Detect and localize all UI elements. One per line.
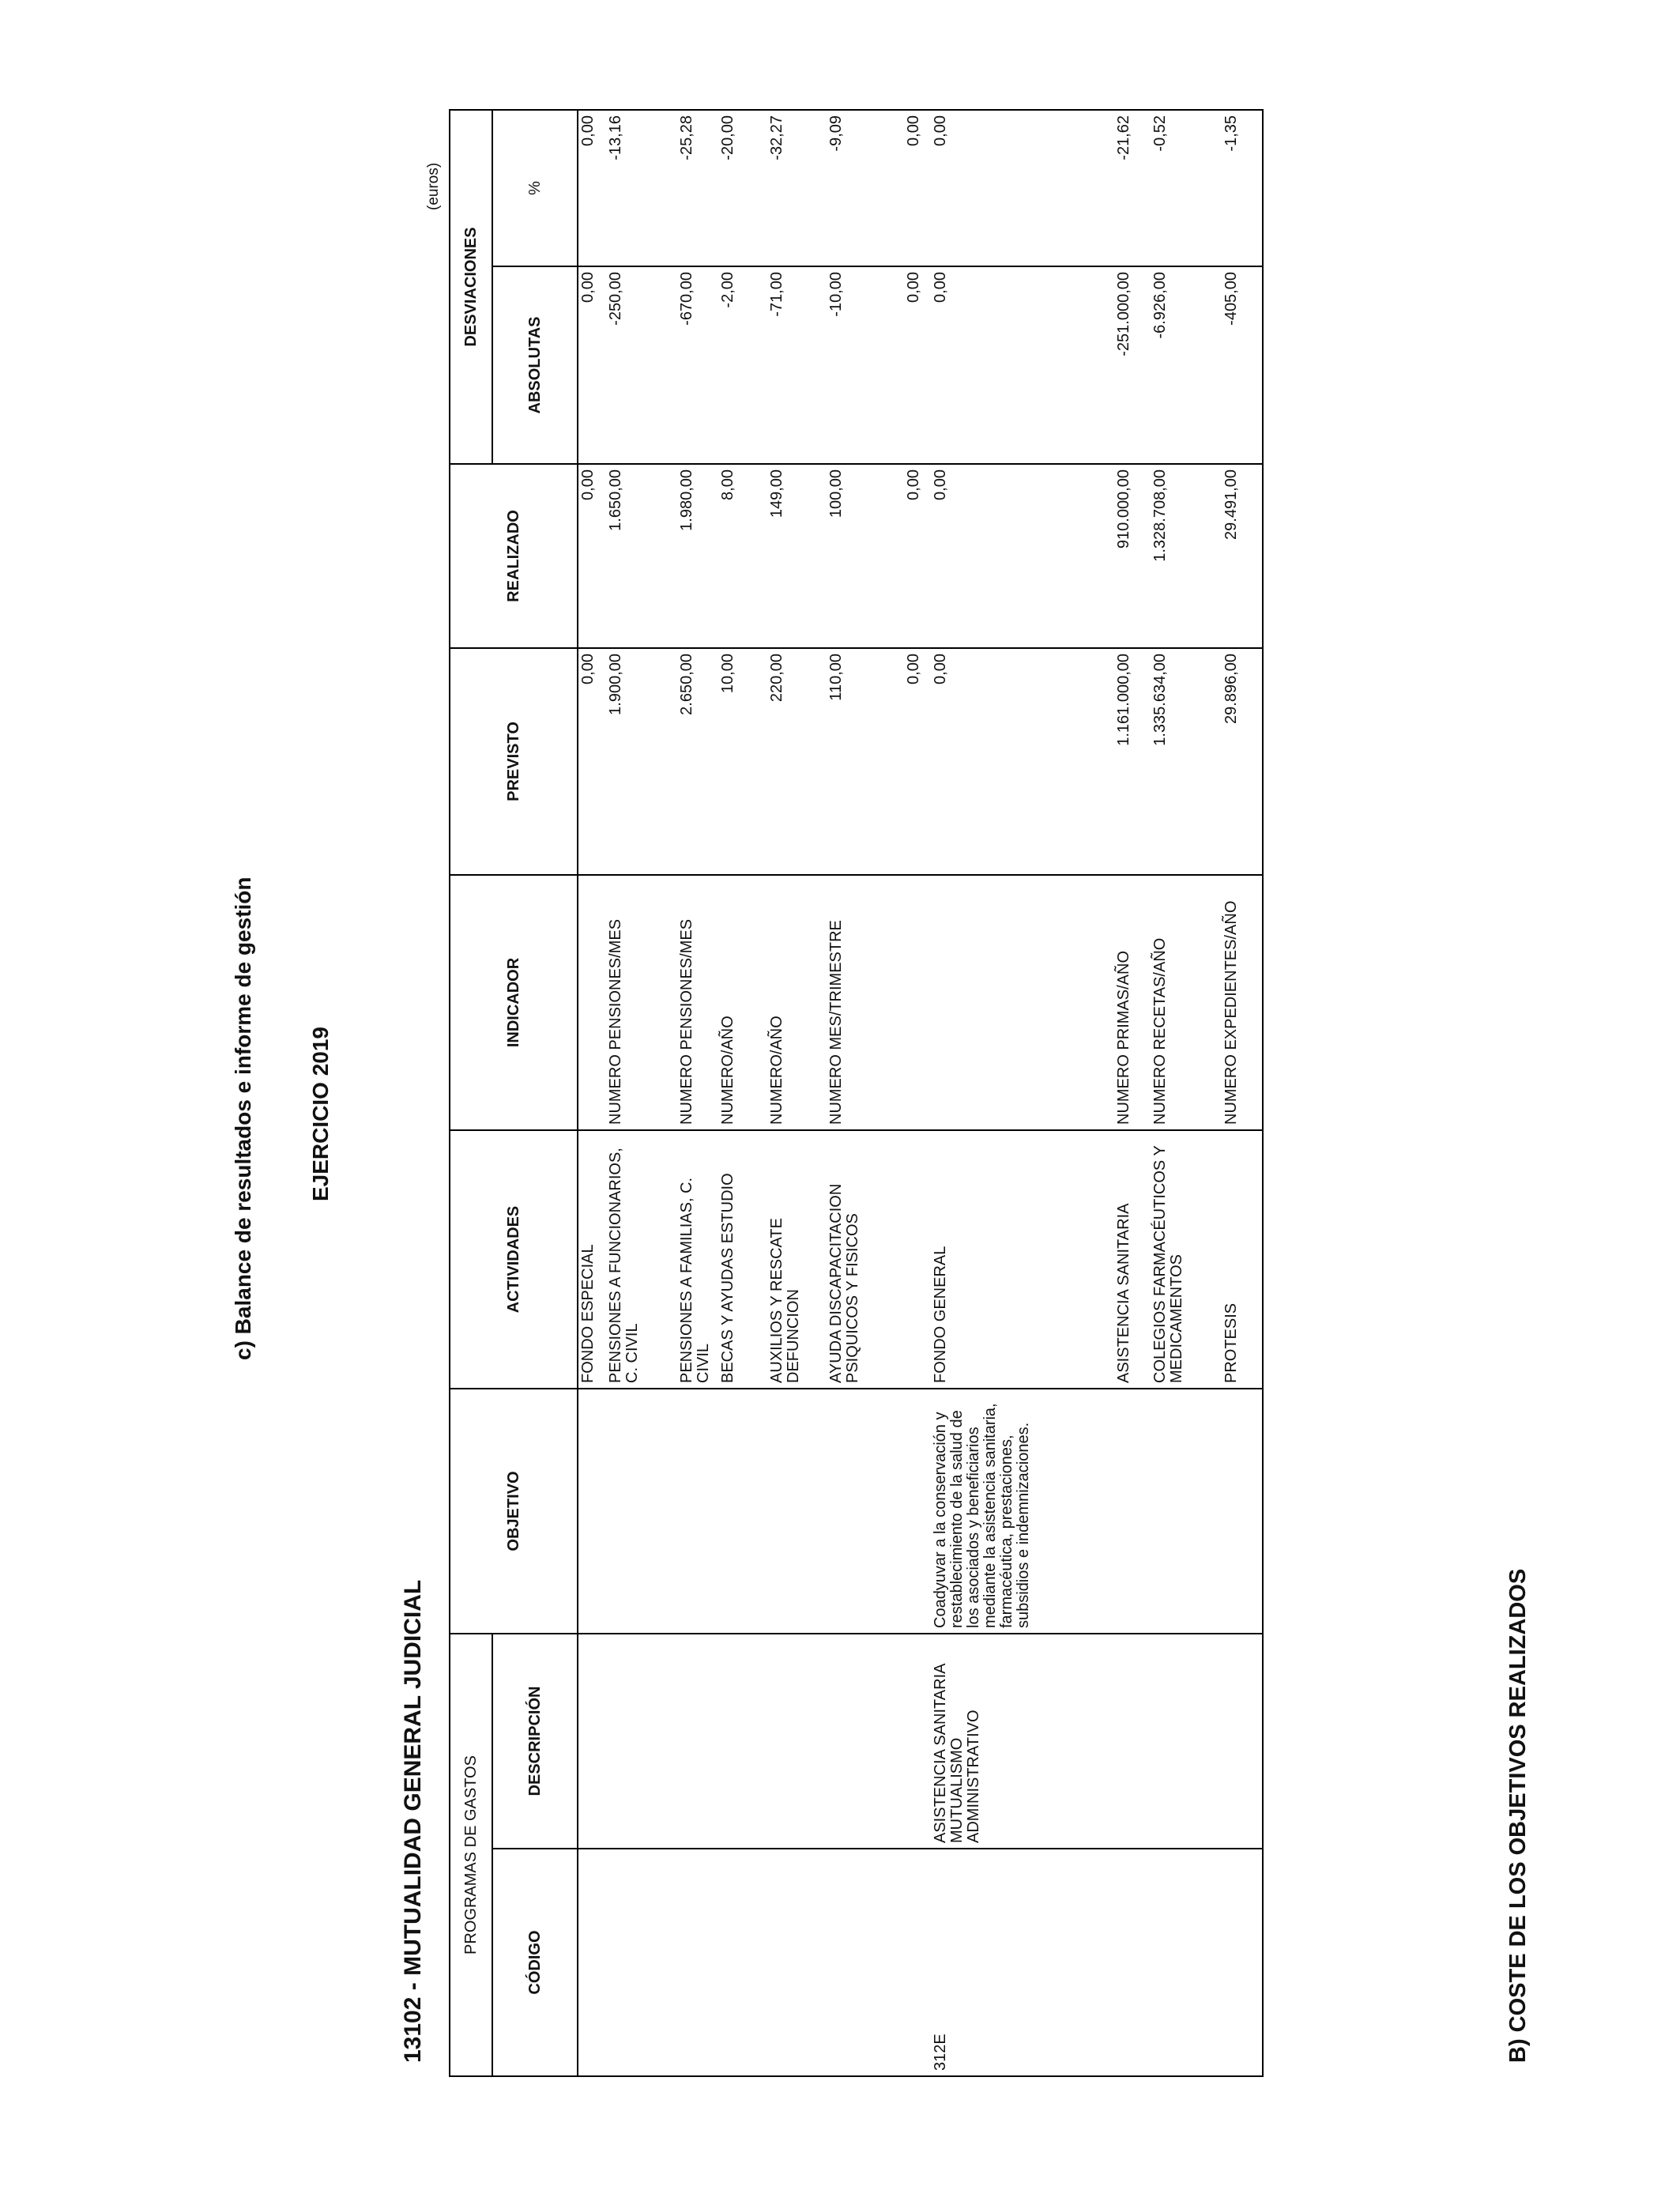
cell-previsto: 110,00 — [827, 648, 904, 875]
cell-actividad: AUXILIOS Y RESCATE DEFUNCION — [767, 1130, 827, 1389]
col-descripcion: DESCRIPCIÓN — [492, 1634, 578, 1849]
cell-indicador: NUMERO MES/TRIMESTRE — [827, 875, 904, 1130]
cell-indicador: NUMERO EXPEDIENTES/AÑO — [1222, 875, 1263, 1130]
cell-previsto: 0,00 — [578, 648, 606, 875]
cell-descripcion — [827, 1634, 904, 1849]
table-row — [1222, 110, 1263, 2076]
cell-porcentaje: 0,00 — [578, 110, 606, 266]
cell-porcentaje: -13,16 — [606, 110, 677, 266]
cell-absolutas: 0,00 — [904, 266, 931, 464]
cell-objetivo — [606, 1389, 677, 1634]
cell-codigo — [677, 1849, 718, 2076]
cell-descripcion — [718, 1634, 767, 1849]
cell-realizado: 1.980,00 — [677, 464, 718, 648]
cell-actividad: ASISTENCIA SANITARIA — [1114, 1130, 1151, 1389]
unit-label: (euros) — [425, 162, 442, 210]
cell-descripcion — [767, 1634, 827, 1849]
cell-realizado: 1.328.708,00 — [1151, 464, 1222, 648]
cell-previsto: 0,00 — [931, 648, 1114, 875]
cell-previsto: 220,00 — [767, 648, 827, 875]
cell-porcentaje: -1,35 — [1222, 110, 1263, 266]
cell-objetivo — [767, 1389, 827, 1634]
cell-porcentaje: -25,28 — [677, 110, 718, 266]
cell-absolutas: -251.000,00 — [1114, 266, 1151, 464]
cell-porcentaje: 0,00 — [904, 110, 931, 266]
cell-porcentaje: -21,62 — [1114, 110, 1151, 266]
cell-absolutas: 0,00 — [931, 266, 1114, 464]
cell-realizado: 0,00 — [904, 464, 931, 648]
col-previsto: PREVISTO — [450, 648, 578, 875]
cell-absolutas: 0,00 — [578, 266, 606, 464]
cell-objetivo — [827, 1389, 904, 1634]
cell-indicador: NUMERO/AÑO — [767, 875, 827, 1130]
cell-actividad: PENSIONES A FAMILIAS, C. CIVIL — [677, 1130, 718, 1389]
cell-absolutas: -670,00 — [677, 266, 718, 464]
cell-realizado: 910.000,00 — [1114, 464, 1151, 648]
cell-previsto: 1.900,00 — [606, 648, 677, 875]
cell-porcentaje: 0,00 — [931, 110, 1114, 266]
table-row — [904, 110, 931, 2076]
cell-indicador: NUMERO PRIMAS/AÑO — [1114, 875, 1151, 1130]
cell-codigo — [718, 1849, 767, 2076]
col-actividades: ACTIVIDADES — [450, 1130, 578, 1389]
cell-objetivo — [677, 1389, 718, 1634]
col-indicador: INDICADOR — [450, 875, 578, 1130]
table-row — [578, 110, 606, 2076]
cell-absolutas: -71,00 — [767, 266, 827, 464]
cell-codigo — [1151, 1849, 1222, 2076]
table-row — [718, 110, 767, 2076]
cell-realizado: 0,00 — [931, 464, 1114, 648]
cell-realizado: 0,00 — [578, 464, 606, 648]
table-row — [827, 110, 904, 2076]
cell-indicador: NUMERO RECETAS/AÑO — [1151, 875, 1222, 1130]
cell-porcentaje: -9,09 — [827, 110, 904, 266]
cell-objetivo: Coadyuvar a la conservación y restablecimiento de la salud de los asociados y beneficiarios mediante la asistencia sanitaria, farmacéutica, prestaciones, subsidios e indemnizaciones. — [931, 1389, 1114, 1634]
cell-objetivo — [1114, 1389, 1151, 1634]
cell-realizado: 100,00 — [827, 464, 904, 648]
cell-codigo — [767, 1849, 827, 2076]
col-codigo: CÓDIGO — [492, 1849, 578, 2076]
table-row — [1151, 110, 1222, 2076]
col-objetivo: OBJETIVO — [450, 1389, 578, 1634]
cell-indicador — [578, 875, 606, 1130]
table-row — [767, 110, 827, 2076]
cell-realizado: 1.650,00 — [606, 464, 677, 648]
cell-actividad: PROTESIS — [1222, 1130, 1263, 1389]
cell-objetivo — [904, 1389, 931, 1634]
cell-previsto: 1.161.000,00 — [1114, 648, 1151, 875]
cell-porcentaje: -32,27 — [767, 110, 827, 266]
table-row — [677, 110, 718, 2076]
cell-actividad: FONDO GENERAL — [931, 1130, 1114, 1389]
cell-codigo — [1222, 1849, 1263, 2076]
cell-descripcion: ASISTENCIA SANITARIA MUTUALISMO ADMINISTRATIVO — [931, 1634, 1114, 1849]
cell-actividad: AYUDA DISCAPACITACION PSIQUICOS Y FISICOS — [827, 1130, 904, 1389]
section-b-title: B) COSTE DE LOS OBJETIVOS REALIZADOS — [1505, 1568, 1531, 2063]
cell-absolutas: -250,00 — [606, 266, 677, 464]
group-header-desviaciones: DESVIACIONES — [450, 110, 492, 464]
cell-absolutas: -2,00 — [718, 266, 767, 464]
cell-previsto: 10,00 — [718, 648, 767, 875]
cell-porcentaje: -20,00 — [718, 110, 767, 266]
cell-codigo — [1114, 1849, 1151, 2076]
cell-realizado: 149,00 — [767, 464, 827, 648]
table-row — [606, 110, 677, 2076]
cell-descripcion — [1114, 1634, 1151, 1849]
col-porcentaje: % — [492, 110, 578, 266]
section-title: c) Balance de resultados e informe de gestión — [231, 876, 255, 1360]
cell-indicador: NUMERO/AÑO — [718, 875, 767, 1130]
cell-objetivo — [1222, 1389, 1263, 1634]
cell-objetivo — [718, 1389, 767, 1634]
col-realizado: REALIZADO — [450, 464, 578, 648]
cell-descripcion — [1222, 1634, 1263, 1849]
cell-codigo: 312E — [931, 1849, 1114, 2076]
cell-descripcion — [677, 1634, 718, 1849]
cell-actividad: PENSIONES A FUNCIONARIOS, C. CIVIL — [606, 1130, 677, 1389]
group-header-programas: PROGRAMAS DE GASTOS — [450, 1634, 492, 2076]
cell-actividad: FONDO ESPECIAL — [578, 1130, 606, 1389]
cell-objetivo — [578, 1389, 606, 1634]
cell-absolutas: -405,00 — [1222, 266, 1263, 464]
table-row — [931, 110, 1114, 2076]
cell-codigo — [904, 1849, 931, 2076]
cell-previsto: 29.896,00 — [1222, 648, 1263, 875]
cell-previsto: 0,00 — [904, 648, 931, 875]
cell-codigo — [606, 1849, 677, 2076]
year-title: EJERCICIO 2019 — [308, 1027, 333, 1201]
cell-objetivo — [1151, 1389, 1222, 1634]
cell-indicador: NUMERO PENSIONES/MES — [606, 875, 677, 1130]
cell-actividad: COLEGIOS FARMACÉUTICOS Y MEDICAMENTOS — [1151, 1130, 1222, 1389]
cell-descripcion — [1151, 1634, 1222, 1849]
cell-actividad: BECAS Y AYUDAS ESTUDIO — [718, 1130, 767, 1389]
cell-realizado: 8,00 — [718, 464, 767, 648]
cell-codigo — [827, 1849, 904, 2076]
results-table — [449, 109, 1264, 2077]
cell-previsto: 1.335.634,00 — [1151, 648, 1222, 875]
cell-indicador — [931, 875, 1114, 1130]
cell-actividad — [904, 1130, 931, 1389]
cell-descripcion — [606, 1634, 677, 1849]
cell-porcentaje: -0,52 — [1151, 110, 1222, 266]
col-absolutas: ABSOLUTAS — [492, 266, 578, 464]
table-row — [1114, 110, 1151, 2076]
entity-title: 13102 - MUTUALIDAD GENERAL JUDICIAL — [400, 1579, 426, 2063]
cell-descripcion — [904, 1634, 931, 1849]
cell-codigo — [578, 1849, 606, 2076]
cell-descripcion — [578, 1634, 606, 1849]
cell-indicador: NUMERO PENSIONES/MES — [677, 875, 718, 1130]
cell-realizado: 29.491,00 — [1222, 464, 1263, 648]
cell-absolutas: -6.926,00 — [1151, 266, 1222, 464]
cell-previsto: 2.650,00 — [677, 648, 718, 875]
cell-indicador — [904, 875, 931, 1130]
cell-absolutas: -10,00 — [827, 266, 904, 464]
group-header-row — [450, 110, 492, 2076]
